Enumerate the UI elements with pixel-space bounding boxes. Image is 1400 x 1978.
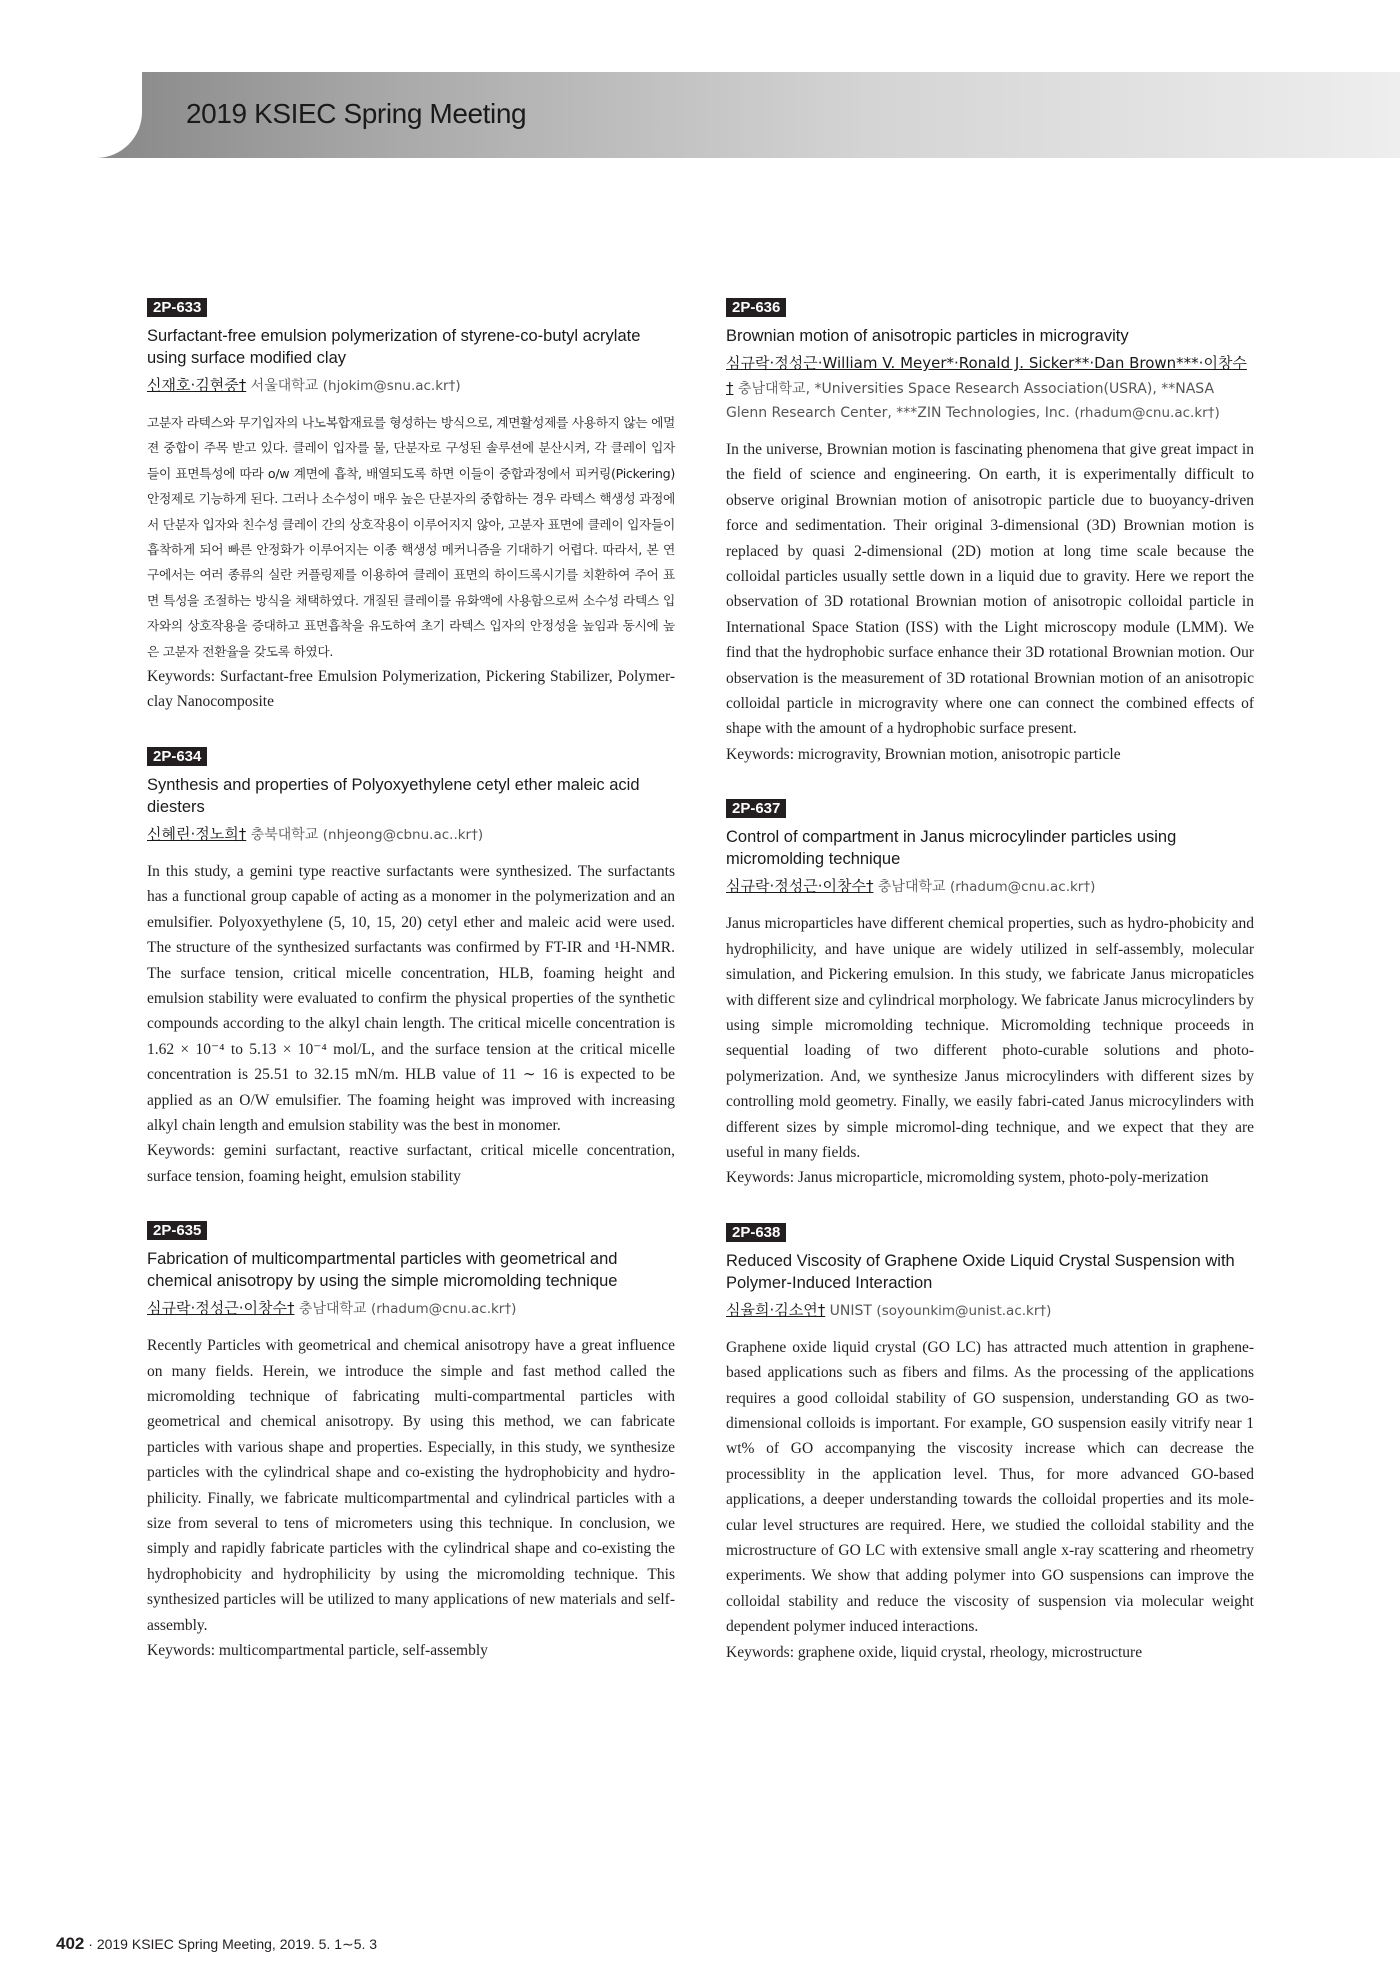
right-column <box>726 298 1254 1697</box>
abstract-code: 2P-636 <box>726 298 786 317</box>
author-names: 심규락·정성근·William V. Meyer*·Ronald J. Sicker**·Dan Brown***·이창수† <box>726 354 1247 397</box>
page-header-title: 2019 KSIEC Spring Meeting <box>186 98 527 129</box>
author-affiliation: 서울대학교 <box>250 378 319 394</box>
abstract-code: 2P-634 <box>147 747 207 766</box>
author-names: 신재호·김현중† <box>147 376 247 394</box>
author-line <box>147 1296 675 1321</box>
page-number: 402 <box>56 1934 85 1953</box>
abstract-title: Surfactant-free emulsion polymerization of styrene-co-butyl acrylate using surface modified clay <box>147 327 641 367</box>
author-email: (rhadum@cnu.ac.kr†) <box>370 1301 517 1318</box>
footer-text: · 2019 KSIEC Spring Meeting, 2019. 5. 1∼5. 3 <box>84 1936 378 1952</box>
abstract-title: Fabrication of multicompartmental particles with geometrical and chemical anisotropy by using the simple micromolding technique <box>147 1250 618 1291</box>
abstract-body: In the universe, Brownian motion is fascinating phenomena that give great impact in the field of science and engineering. On earth, it is experimentally difficult to observe original Brownian motion of anisotropic particle due to buoyancy-driven force and sedimentation. Their original 3-dimensional (3D) Brownian motion is replaced by quasi 2-dimensional (2D) motion at long time scale because the colloidal particles usually settle down in a liquid due to gravity. Here we report the observation of 3D rotational Brownian motion of anisotropic colloidal particle in International Space Station (ISS) with the Light microscopy module (LMM). We find that the hydrophobic surface enhance their 3D rotational Brownian motion. Our observation is the measurement of 3D rotational Brownian motion of an anisotropic colloidal particle in microgravity where one can connect the combined effects of shape with the amount of a hydrophobic surface present. <box>726 441 1254 738</box>
page-footer <box>56 1934 377 1954</box>
abstract-keywords: Keywords: Janus microparticle, micromolding system, photo-poly-merization <box>726 1169 1209 1187</box>
author-names: 심규락·정성근·이창수† <box>147 1299 295 1318</box>
abstract-title: Control of compartment in Janus microcylinder particles using micromolding technique <box>726 828 1177 869</box>
abstract-code: 2P-637 <box>726 799 786 818</box>
abstract-2p-636 <box>726 298 1254 767</box>
author-names: 심율희·김소연† <box>726 1300 826 1319</box>
abstract-title: Brownian motion of anisotropic particles in microgravity <box>726 327 1129 345</box>
author-line <box>726 351 1254 425</box>
abstract-2p-637 <box>726 799 1254 1190</box>
author-email: (rhadum@cnu.ac.kr†) <box>949 879 1096 896</box>
abstract-keywords: Keywords: multicompartmental particle, self-assembly <box>147 1642 488 1660</box>
author-affiliation: 충남대학교 <box>877 879 946 896</box>
abstract-title: Synthesis and properties of Polyoxyethylene cetyl ether maleic acid diesters <box>147 775 640 816</box>
author-email: (nhjeong@cbnu.ac..kr†) <box>322 826 484 843</box>
abstract-code: 2P-638 <box>726 1223 786 1242</box>
author-affiliation: 충남대학교, *Universities Space Research Association(USRA), **NASA Glenn Research Center, ***ZIN Technologies, Inc. <box>726 381 1215 421</box>
author-line <box>147 822 675 847</box>
author-affiliation: 충북대학교 <box>250 826 319 843</box>
author-affiliation: 충남대학교 <box>298 1301 367 1318</box>
abstract-2p-635 <box>147 1221 675 1663</box>
abstract-body: Janus microparticles have different chemical properties, such as hydro-phobicity and hydrophilicity, and have unique are widely utilized in self-assembly, molecular simulation, and Pickering emulsion. In this study, we fabricate Janus micropaticles with different size and cylindrical morphology. We fabricate Janus microcylinders by using simple micromolding technique. Micromolding technique proceeds in sequential loading of two different photo-curable solutions and photo-polymerization. And, we synthesize Janus microcylinders with different sizes by controlling mold geometry. Finally, we easily fabri-cated Janus microcylinders with different sizes by simple micromol-ding technique, and we expect that they are useful in many fields. <box>726 915 1254 1161</box>
author-names: 신혜린·정노희† <box>147 824 247 843</box>
author-line <box>726 874 1254 899</box>
abstract-keywords: Keywords: gemini surfactant, reactive surfactant, critical micelle concentration, surface tension, foaming height, emulsion stability <box>147 1142 675 1185</box>
author-line <box>147 373 675 398</box>
abstract-body: In this study, a gemini type reactive surfactants were synthesized. The surfactants has a functional group capable of acting as a monomer in the polymerization and an emulsifier. Polyoxyethylene (5, 10, 15, 20) cetyl ether and maleic acid were used. The structure of the synthesized surfactants was confirmed by FT-IR and ¹H-NMR. The surface tension, critical micelle concentration, HLB, foaming height and emulsion stability were evaluated to confirm the physical properties of the synthetic compounds according to the alkyl chain length. The critical micelle concentration is 1.62 × 10⁻⁴ to 5.13 × 10⁻⁴ mol/L, and the surface tension at the critical micelle concentration is 25.51 to 32.15 mN/m. HLB value of 11 ∼ 16 is expected to be applied as an O/W emulsifier. The foaming height was improved with increasing alkyl chain length and emulsion stability was the best in monomer. <box>147 862 675 1134</box>
header-tab-cutout <box>0 72 142 158</box>
abstract-code: 2P-633 <box>147 298 207 317</box>
author-affiliation: UNIST <box>829 1302 872 1319</box>
abstract-body: Graphene oxide liquid crystal (GO LC) has attracted much attention in graphene-based applications such as fibers and films. As the processing of the applications requires a good colloidal stability of GO suspension, understanding GO as two-dimensional colloids is important. For example, GO suspension easily vitrify near 1 wt% of GO accompanying the viscosity increase which can decrease the processiblity in the application level. Thus, for more advanced GO-based applications, a deeper understanding towards the colloidal properties and its mole-cular level structures are required. Here, we studied the colloidal stability and the microstructure of GO LC with extensive small angle x-ray scattering and rheometry experiments. We show that adding polymer into GO suspensions can improve the colloidal stability and reduce the viscosity of suspension via molecular weight dependent polymer induced interactions. <box>726 1338 1254 1636</box>
abstract-2p-638 <box>726 1223 1254 1665</box>
abstract-2p-634 <box>147 747 675 1189</box>
left-column <box>147 298 675 1695</box>
abstract-2p-633 <box>147 298 675 715</box>
abstract-body: Recently Particles with geometrical and chemical anisotropy have a great influence on many fields. Herein, we introduce the simple and fast method called the micromolding technique of fabricating multi-compartmental particles with geometrical and chemical anisotropy. By using this method, we can fabricate particles with various shape and properties. Especially, in this study, we synthesize particles with the cylindrical shape and co-existing the hydrophobicity and hydro-philicity. Finally, we fabricate multicompartmental and cylindrical particles with a size from several to tens of micrometers using this technique. In conclusion, we simply and rapidly fabricate particles with the cylindrical shape and co-existing the hydrophobicity and hydrophilicity by using the micromolding technique. This synthesized particles will be utilized to many applications of new materials and self-assembly. <box>147 1337 675 1634</box>
abstract-keywords: Keywords: microgravity, Brownian motion, anisotropic particle <box>726 745 1121 763</box>
abstract-keywords: Keywords: graphene oxide, liquid crystal, rheology, microstructure <box>726 1643 1143 1661</box>
author-email: (rhadum@cnu.ac.kr†) <box>1074 405 1220 421</box>
abstract-code: 2P-635 <box>147 1221 207 1240</box>
author-line <box>726 1298 1254 1323</box>
abstract-keywords: Keywords: Surfactant-free Emulsion Polymerization, Pickering Stabilizer, Polymer-clay Nanocomposite <box>147 668 675 711</box>
abstract-title: Reduced Viscosity of Graphene Oxide Liquid Crystal Suspension with Polymer-Induced Interaction <box>726 1251 1235 1292</box>
author-names: 심규락·정성근·이창수† <box>726 877 874 896</box>
author-email: (hjokim@snu.ac.kr†) <box>322 378 461 394</box>
abstract-body: 고분자 라텍스와 무기입자의 나노복합재료를 형성하는 방식으로, 계면활성제를 사용하지 않는 에멀젼 중합이 주목 받고 있다. 클레이 입자를 물, 단분자로 구성된 솔루션에 분산시켜, 각 클레이 입자들이 표면특성에 따라 o/w 계면에 흡착, 배열되도록 하면 이들이 중합과정에서 피커링(Pickering) 안정제로 기능하게 된다. 그러나 소수성이 매우 높은 단분자의 중합하는 경우 라텍스 핵생성 과정에서 단분자 입자와 친수성 클레이 간의 상호작용이 이루어지지 않아, 고분자 표면에 클레이 입자들이 흡착하게 되어 빠른 안정화가 이루어지는 이종 핵생성 메커니즘을 기대하기 어렵다. 따라서, 본 연구에서는 여러 종류의 실란 커플링제를 이용하여 클레이 표면의 하이드록시기를 치환하여 주어 표면 특성을 조절하는 방식을 채택하였다. 개질된 클레이를 유화액에 사용함으로써 소수성 라텍스 입자와의 상호작용을 증대하고 표면흡착을 유도하여 초기 라텍스 입자의 안정성을 높임과 동시에 높은 고분자 전환율을 갖도록 하였다. <box>147 415 675 659</box>
author-email: (soyounkim@unist.ac.kr†) <box>876 1302 1052 1319</box>
